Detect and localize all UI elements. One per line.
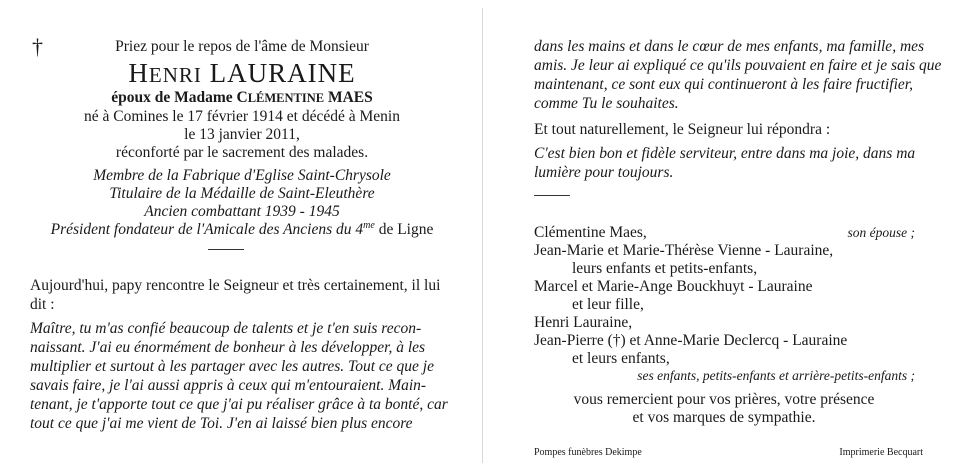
role-line-3: Ancien combattant 1939 - 1945 <box>144 203 340 220</box>
role-4-pre: Président fondateur de l'Amicale des Anciens du 4 <box>50 221 364 238</box>
quote-line: tout ce que j'ai me vient de Toi. J'en ai laissé bien plus encore <box>30 415 413 432</box>
quote-line: multiplier et surtout à les partager avec les autres. Tout ce que je <box>30 358 434 375</box>
thanks-line-1: vous remercient pour vos prières, votre présence <box>573 391 875 408</box>
separator-rule <box>208 249 244 250</box>
name-first-rest: ENRI <box>148 63 202 87</box>
footer-funeral-home: Pompes funèbres Dekimpe <box>534 447 642 458</box>
intro-line-1: Aujourd'hui, papy rencontre le Seigneur et très certainement, il lui <box>30 277 441 294</box>
role-4-post: de Ligne <box>374 221 434 238</box>
continued-line: dans les mains et dans le cœur de mes enfants, ma famille, mes <box>534 38 925 55</box>
name-first-initial: H <box>128 58 149 88</box>
quote-line: tenant, je t'apporte tout ce que j'ai pu réaliser grâce à ta bonté, car <box>30 396 448 413</box>
family-line: ses enfants, petits-enfants et arrière-petits-enfants ; <box>637 368 915 383</box>
family-role: son épouse ; <box>847 225 915 240</box>
separator-rule <box>534 195 570 196</box>
family-line: Marcel et Marie-Ange Bouckhuyt - Lauraine <box>534 278 813 295</box>
family-line: Jean-Pierre (†) et Anne-Marie Declercq - Lauraine <box>534 332 848 349</box>
family-line: et leur fille, <box>572 296 644 313</box>
sacrament-line: réconforté par le sacrement des malades. <box>115 144 369 161</box>
fold-line <box>482 8 483 463</box>
family-line: Clémentine Maes, <box>534 224 647 241</box>
reply-line: lumière pour toujours. <box>534 164 674 181</box>
name-last: LAURAINE <box>209 58 356 88</box>
reply-line: C'est bien bon et fidèle serviteur, entre dans ma joie, dans ma <box>534 145 916 162</box>
spouse-first-initial: C <box>236 89 248 106</box>
family-line: Henri Lauraine, <box>534 314 633 331</box>
cross-icon: † <box>32 34 43 59</box>
intro-line-2: dit : <box>30 296 55 313</box>
family-line: et leurs enfants, <box>572 350 670 367</box>
death-date: le 13 janvier 2011, <box>184 126 300 143</box>
quote-line: savais faire, je l'ai aussi appris à ceux qui m'entouraient. Main- <box>30 377 427 394</box>
role-4-sup: me <box>363 220 375 231</box>
role-line-2: Titulaire de la Médaille de Saint-Eleuthère <box>109 185 375 202</box>
deceased-name <box>30 58 454 90</box>
thanks-line-2: et vos marques de sympathie. <box>632 409 816 426</box>
spouse-prefix: époux de Madame <box>111 89 237 106</box>
spouse-first-rest: LÉMENTINE <box>247 91 325 105</box>
role-line-4 <box>30 221 454 239</box>
birth-line: né à Comines le 17 février 1914 et décédé à Menin <box>84 108 400 125</box>
quote-line: Maître, tu m'as confié beaucoup de talents et je t'en suis recon- <box>30 320 422 337</box>
quote-line: naissant. J'ai eu énormément de bonheur à les développer, à les <box>30 339 426 356</box>
footer-printer: Imprimerie Becquart <box>839 447 923 458</box>
continued-line: maintenant, ce sont eux qui continueront à les faire fructifier, <box>534 76 913 93</box>
spouse-line <box>30 89 454 107</box>
continued-line: amis. Je leur ai expliqué ce qu'ils pouvaient en faire et je sais que <box>534 57 942 74</box>
spouse-last: MAES <box>324 89 373 106</box>
reply-intro: Et tout naturellement, le Seigneur lui répondra : <box>534 121 831 138</box>
family-line: Jean-Marie et Marie-Thérèse Vienne - Lauraine, <box>534 242 834 259</box>
continued-line: comme Tu le souhaites. <box>534 95 679 112</box>
role-line-1: Membre de la Fabrique d'Eglise Saint-Chrysole <box>93 167 391 184</box>
family-line: leurs enfants et petits-enfants, <box>572 260 758 277</box>
prayer-line: Priez pour le repos de l'âme de Monsieur <box>115 38 369 55</box>
